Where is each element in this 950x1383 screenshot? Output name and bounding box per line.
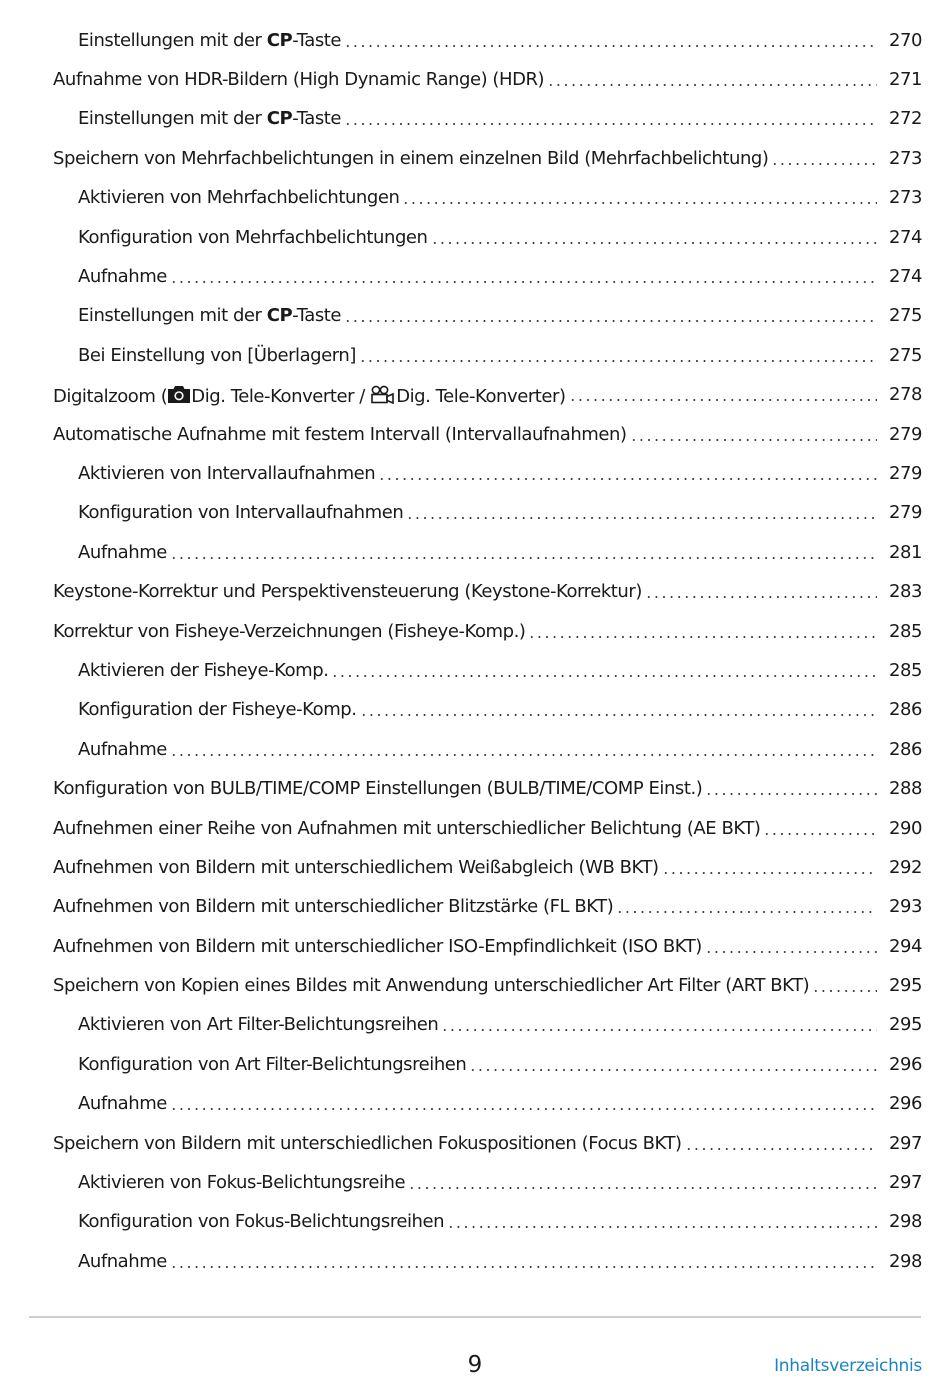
toc-page-number[interactable]: 271 [889, 69, 923, 91]
dot-leader [358, 701, 877, 719]
dot-leader [376, 465, 877, 483]
toc-page-number[interactable]: 296 [889, 1053, 923, 1075]
toc-entry[interactable] [0, 494, 950, 533]
toc-entry-title: Speichern von Mehrfachbelichtungen in einem einzelnen Bild (Mehrfachbelichtung) [53, 147, 769, 169]
toc-entry-title: Aufnahme [78, 266, 167, 288]
dot-leader [329, 662, 877, 680]
dot-leader [467, 1056, 877, 1074]
toc-entry-title: Aufnehmen von Bildern mit unterschiedlichem Weißabgleich (WB BKT) [53, 856, 659, 878]
toc-entry-title: Aktivieren von Art Filter-Belichtungsreihen [78, 1014, 439, 1036]
toc-entry-title: Keystone-Korrektur und Perspektivensteuerung (Keystone-Korrektur) [53, 581, 642, 603]
dot-leader [439, 1016, 877, 1034]
toc-page-number[interactable]: 270 [889, 29, 923, 51]
toc-page-number[interactable]: 295 [889, 1014, 923, 1036]
toc-page-number[interactable]: 274 [889, 266, 923, 288]
toc-entry[interactable] [0, 1006, 950, 1045]
toc-page-number[interactable]: 288 [889, 778, 923, 800]
toc-entry-title: Aufnahme [78, 1093, 167, 1115]
toc-page-number[interactable]: 297 [889, 1172, 923, 1194]
toc-page-number[interactable]: 285 [889, 620, 923, 642]
toc-link[interactable]: Inhaltsverzeichnis [774, 1356, 922, 1376]
dot-leader [168, 741, 877, 759]
toc-page-number[interactable]: 285 [889, 659, 923, 681]
toc-entry-title: Einstellungen mit der CP-Taste [78, 29, 341, 51]
toc-entry[interactable] [0, 848, 950, 887]
toc-entry[interactable] [0, 1242, 950, 1281]
toc-entry[interactable] [0, 730, 950, 769]
toc-entry-title: Aufnahme [78, 1250, 167, 1272]
toc-entry[interactable] [0, 454, 950, 493]
toc-entry-title: Aktivieren der Fisheye-Komp. [78, 659, 329, 681]
dot-leader [445, 1213, 877, 1231]
toc-entry-title: Aktivieren von Mehrfachbelichtungen [78, 187, 400, 209]
toc-entry[interactable] [0, 100, 950, 139]
toc-entry[interactable] [0, 691, 950, 730]
toc-entry[interactable] [0, 651, 950, 690]
toc-entry[interactable] [0, 927, 950, 966]
toc-entry[interactable] [0, 60, 950, 99]
toc-entry-title: Aufnehmen von Bildern mit unterschiedlicher Blitzstärke (FL BKT) [53, 896, 614, 918]
toc-entry[interactable] [0, 179, 950, 218]
dot-leader [761, 820, 877, 838]
dot-leader [660, 859, 877, 877]
toc-entry-title: Speichern von Bildern mit unterschiedlichen Fokuspositionen (Focus BKT) [53, 1132, 682, 1154]
toc-entry-title: Aufnahme [78, 541, 167, 563]
toc-page-number[interactable]: 279 [889, 423, 923, 445]
toc-entry[interactable] [0, 257, 950, 296]
toc-entry-title: Aktivieren von Intervallaufnahmen [78, 462, 376, 484]
dot-leader [703, 938, 877, 956]
toc-page-number[interactable]: 292 [889, 856, 923, 878]
toc-page-number[interactable]: 286 [889, 699, 923, 721]
toc-entry[interactable] [0, 297, 950, 336]
toc-entry[interactable] [0, 336, 950, 375]
camera-icon [167, 385, 191, 404]
toc-entry-title: Konfiguration der Fisheye-Komp. [78, 699, 357, 721]
toc-entry-title: Konfiguration von Intervallaufnahmen [78, 502, 404, 524]
toc-entry-title: Aktivieren von Fokus-Belichtungsreihe [78, 1172, 406, 1194]
toc-entry[interactable] [0, 376, 950, 415]
toc-entry[interactable] [0, 572, 950, 611]
toc-entry-title: Aufnehmen einer Reihe von Aufnahmen mit unterschiedlicher Belichtung (AE BKT) [53, 817, 761, 839]
toc-page-number[interactable]: 275 [889, 344, 923, 366]
dot-leader [342, 110, 877, 128]
toc-page-number[interactable]: 290 [889, 817, 923, 839]
toc-page-number[interactable]: 298 [889, 1250, 923, 1272]
toc-entry-title: Bei Einstellung von [Überlagern] [78, 344, 356, 366]
toc-entry[interactable] [0, 888, 950, 927]
dot-leader [769, 150, 877, 168]
dot-leader [628, 426, 877, 444]
toc-page-number[interactable]: 275 [889, 305, 923, 327]
movie-camera-icon [370, 385, 396, 404]
toc-entry-title: Aufnehmen von Bildern mit unterschiedlicher ISO-Empfindlichkeit (ISO BKT) [53, 935, 702, 957]
dot-leader [168, 268, 877, 286]
dot-leader [168, 1095, 877, 1113]
dot-leader [357, 347, 877, 365]
toc-entry-title: Digitalzoom ( Dig. Tele-Konverter / Dig. Tele-Konverter) [53, 385, 566, 407]
toc-page-number[interactable]: 274 [889, 226, 923, 248]
toc-entry-title: Konfiguration von BULB/TIME/COMP Einstellungen (BULB/TIME/COMP Einst.) [53, 778, 703, 800]
dot-leader [545, 71, 877, 89]
dot-leader [342, 307, 877, 325]
table-of-contents [0, 21, 950, 1282]
toc-page-number[interactable]: 272 [889, 108, 923, 130]
toc-entry[interactable] [0, 1045, 950, 1084]
toc-entry-title: Aufnahme von HDR-Bildern (High Dynamic Range) (HDR) [53, 69, 545, 91]
dot-leader [703, 780, 877, 798]
toc-entry-title: Automatische Aufnahme mit festem Intervall (Intervallaufnahmen) [53, 423, 627, 445]
toc-entry[interactable] [0, 966, 950, 1005]
toc-entry[interactable] [0, 1163, 950, 1202]
toc-page-number[interactable]: 295 [889, 975, 923, 997]
toc-page-number[interactable]: 296 [889, 1093, 923, 1115]
toc-entry-title: Aufnahme [78, 738, 167, 760]
toc-page-number[interactable]: 273 [889, 187, 923, 209]
toc-entry-title: Konfiguration von Mehrfachbelichtungen [78, 226, 428, 248]
toc-page-number[interactable]: 298 [889, 1211, 923, 1233]
toc-page-number[interactable]: 283 [889, 581, 923, 603]
dot-leader [400, 189, 877, 207]
toc-entry-title: Korrektur von Fisheye-Verzeichnungen (Fisheye-Komp.) [53, 620, 526, 642]
toc-entry-title: Einstellungen mit der CP-Taste [78, 108, 341, 130]
toc-page-number[interactable]: 281 [889, 541, 923, 563]
toc-entry[interactable] [0, 1085, 950, 1124]
toc-page-number[interactable]: 297 [889, 1132, 923, 1154]
toc-page-number[interactable]: 286 [889, 738, 923, 760]
dot-leader [404, 504, 877, 522]
toc-entry[interactable] [0, 612, 950, 651]
dot-leader [342, 32, 877, 50]
toc-entry[interactable] [0, 415, 950, 454]
toc-entry-title: Konfiguration von Art Filter-Belichtungsreihen [78, 1053, 467, 1075]
toc-page-number[interactable]: 278 [889, 384, 923, 406]
page-number: 9 [467, 1352, 483, 1378]
dot-leader [567, 386, 877, 404]
dot-leader [683, 1135, 877, 1153]
toc-entry-title: Speichern von Kopien eines Bildes mit Anwendung unterschiedlicher Art Filter (ART BKT) [53, 975, 810, 997]
toc-entry-title: Konfiguration von Fokus-Belichtungsreihen [78, 1211, 445, 1233]
dot-leader [810, 977, 877, 995]
dot-leader [643, 583, 877, 601]
toc-entry[interactable] [0, 139, 950, 178]
dot-leader [168, 544, 877, 562]
dot-leader [168, 1253, 877, 1271]
toc-entry[interactable] [0, 533, 950, 572]
toc-entry[interactable] [0, 769, 950, 808]
toc-page-number[interactable]: 279 [889, 502, 923, 524]
toc-page-number[interactable]: 294 [889, 935, 923, 957]
toc-entry-title: Einstellungen mit der CP-Taste [78, 305, 341, 327]
toc-entry[interactable] [0, 1124, 950, 1163]
dot-leader [526, 623, 877, 641]
dot-leader [614, 898, 877, 916]
toc-entry[interactable] [0, 21, 950, 60]
toc-page-number[interactable]: 273 [889, 147, 923, 169]
toc-page-number[interactable]: 293 [889, 896, 923, 918]
dot-leader [429, 229, 877, 247]
toc-page-number[interactable]: 279 [889, 462, 923, 484]
toc-entry[interactable] [0, 809, 950, 848]
toc-entry[interactable] [0, 218, 950, 257]
dot-leader [406, 1174, 877, 1192]
toc-entry[interactable] [0, 1203, 950, 1242]
footer-divider [29, 1316, 921, 1318]
